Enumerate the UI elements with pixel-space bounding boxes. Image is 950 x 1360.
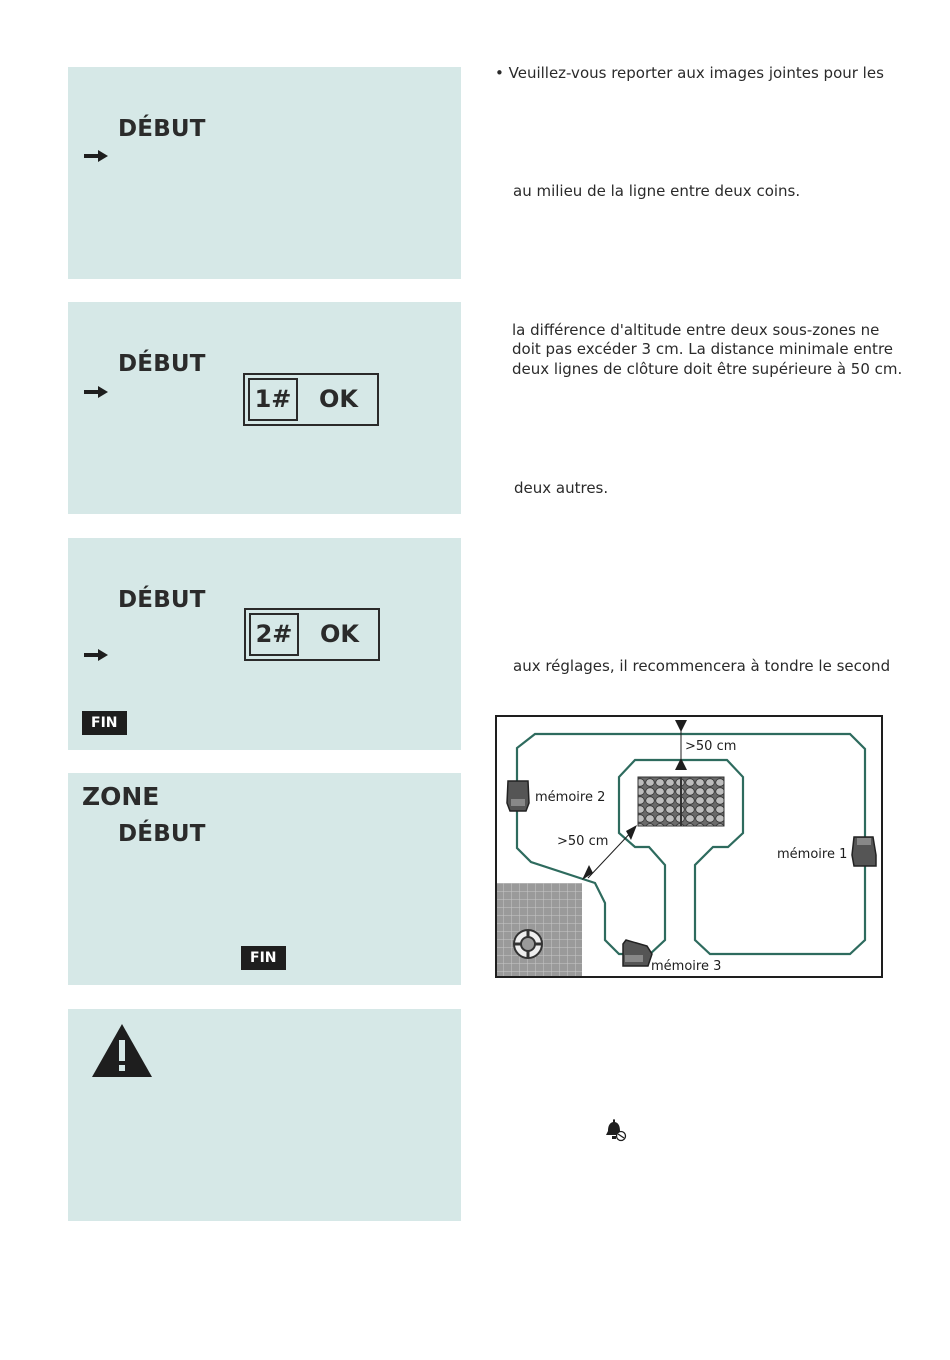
panel-debut-1 [68, 67, 461, 279]
ok-label: OK [320, 620, 359, 648]
zone-title: ZONE [82, 782, 160, 811]
memoire-1-label: mémoire 1 [777, 847, 848, 862]
text-line: • Veuillez-vous reporter aux images jointes pour les [495, 64, 884, 82]
text-line: deux autres. [514, 479, 609, 497]
debut-label: DÉBUT [118, 351, 206, 377]
panel-debut-2 [68, 302, 461, 514]
charging-station-area [497, 883, 582, 976]
mower-memoire-1-icon [852, 837, 876, 866]
warning-triangle-icon [91, 1023, 153, 1078]
zone-diagram [495, 715, 883, 978]
memoire-3-label: mémoire 3 [651, 959, 722, 974]
ok-label: OK [319, 385, 358, 413]
zone-ok-box [243, 373, 379, 426]
zone-number: 2# [249, 613, 299, 656]
text-line: deux lignes de clôture doit être supérieure à 50 cm. [512, 360, 903, 378]
panel-debut-3 [68, 538, 461, 750]
label-50-left: >50 cm [557, 834, 609, 849]
right-arrow-icon [84, 649, 108, 661]
right-arrow-icon [84, 386, 108, 398]
label-50-top: >50 cm [685, 739, 737, 754]
fin-badge: FIN [82, 711, 127, 735]
text-line: la différence d'altitude entre deux sous-zones ne [512, 321, 880, 339]
text-line: au milieu de la ligne entre deux coins. [513, 182, 801, 200]
zone-ok-box [244, 608, 380, 661]
panel-zone [68, 773, 461, 985]
zone-number: 1# [248, 378, 298, 421]
panel-warning [68, 1009, 461, 1221]
mower-memoire-2-icon [507, 781, 529, 811]
debut-label: DÉBUT [118, 116, 206, 142]
debut-label: DÉBUT [118, 821, 206, 847]
bell-mute-icon [605, 1118, 627, 1142]
memoire-2-label: mémoire 2 [535, 790, 606, 805]
fin-badge: FIN [241, 946, 286, 970]
debut-label: DÉBUT [118, 587, 206, 613]
lifebuoy-icon [514, 930, 542, 958]
text-line: aux réglages, il recommencera à tondre le second [513, 657, 891, 675]
text-line: doit pas excéder 3 cm. La distance minimale entre [512, 340, 894, 358]
right-arrow-icon [84, 150, 108, 162]
